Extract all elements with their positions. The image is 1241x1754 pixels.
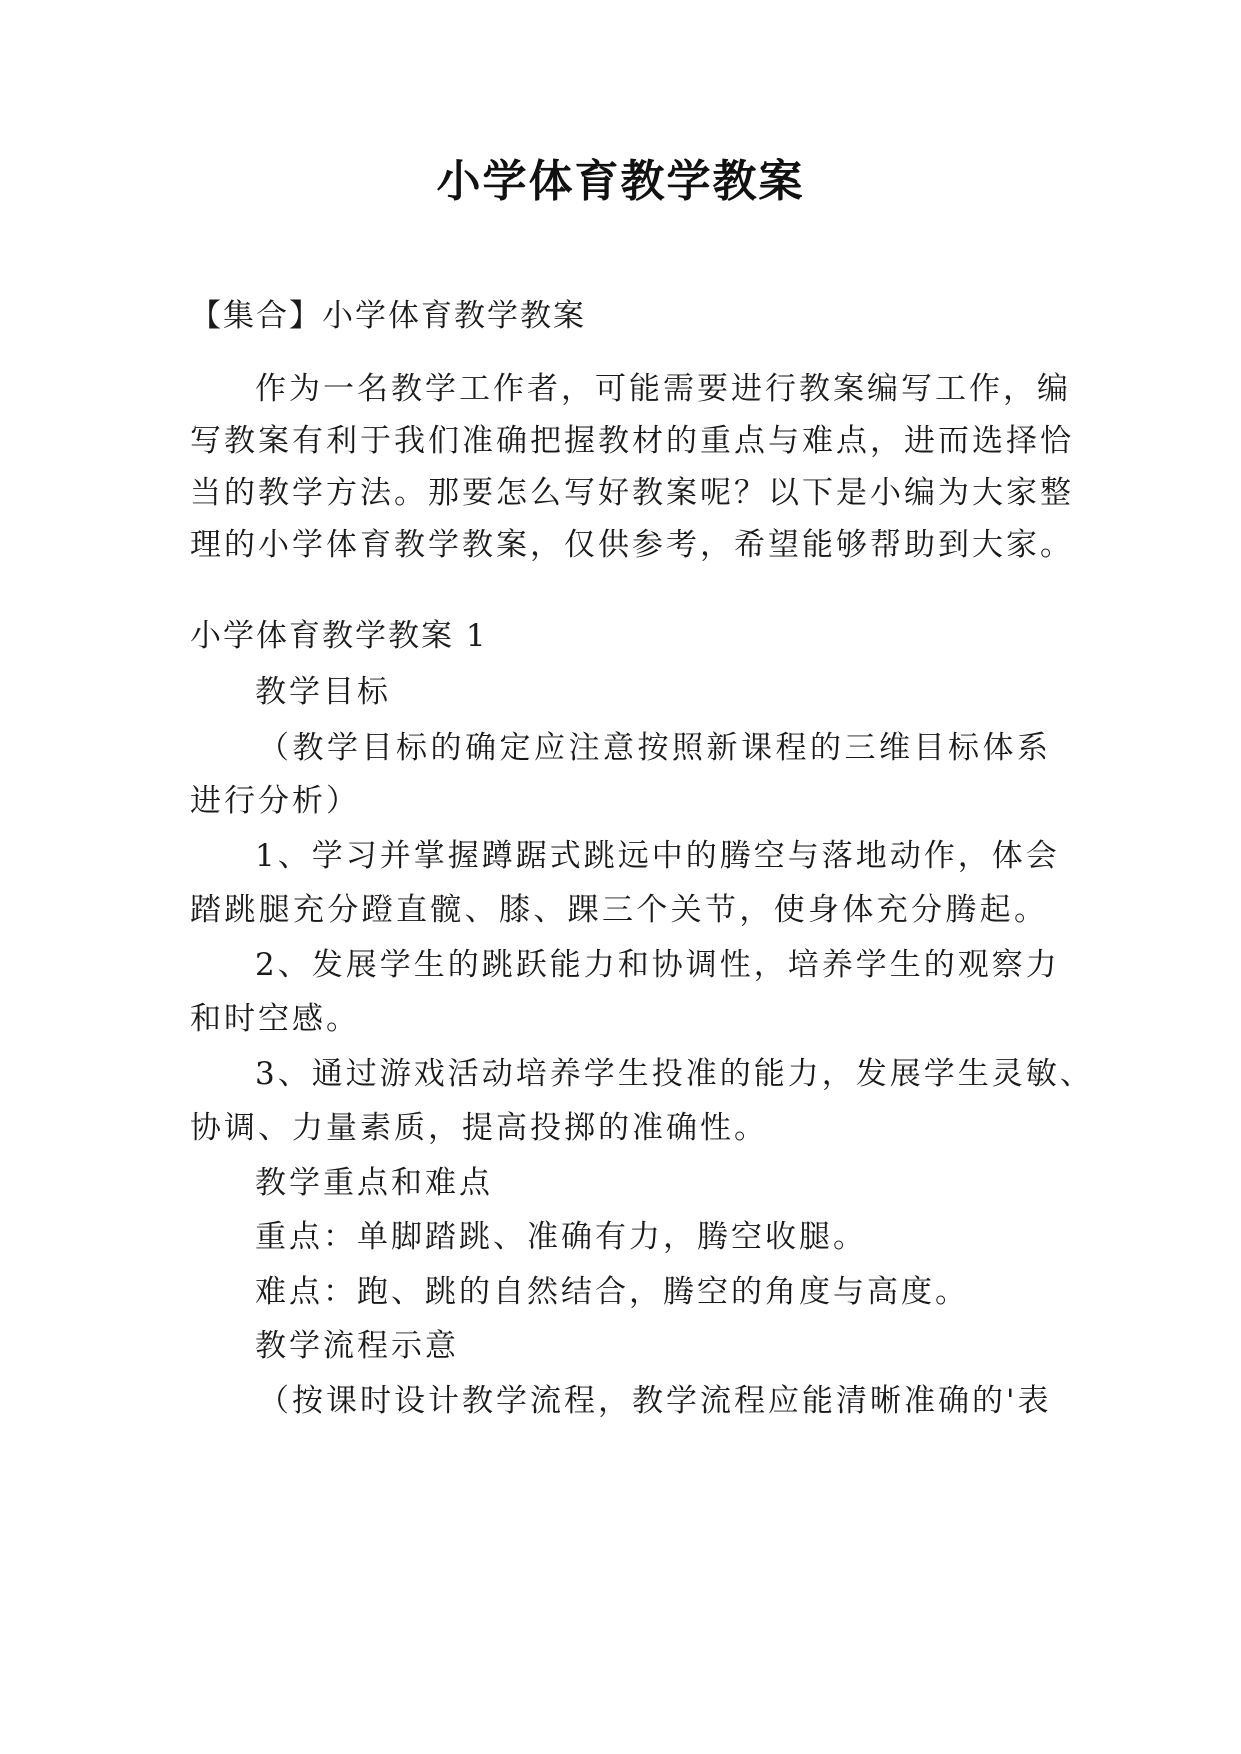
- intro-line-3: 当的教学方法。那要怎么写好教案呢？以下是小编为大家整: [190, 475, 1074, 511]
- intro-line-2: 写教案有利于我们准确把握教材的重点与难点，进而选择恰: [190, 423, 1074, 459]
- flow-note: （按课时设计教学流程，教学流程应能清晰准确的'表: [258, 1383, 1052, 1419]
- objective-1-line-2: 踏跳腿充分蹬直髋、膝、踝三个关节，使身体充分腾起。: [190, 892, 1048, 928]
- objectives-note-line-1: （教学目标的确定应注意按照新课程的三维目标体系: [258, 730, 1051, 766]
- objective-3-line-1: 3、通过游戏活动培养学生投准的能力，发展学生灵敏、: [255, 1056, 1094, 1092]
- key-point: 重点：单脚踏跳、准确有力，腾空收腿。: [255, 1219, 867, 1255]
- objectives-note-line-2: 进行分析）: [190, 783, 360, 819]
- flow-heading: 教学流程示意: [255, 1328, 459, 1364]
- key-points-heading: 教学重点和难点: [255, 1165, 493, 1201]
- objective-2-line-2: 和时空感。: [190, 1001, 360, 1037]
- document-title: 小学体育教学教案: [436, 156, 805, 207]
- objective-1-line-1: 1、学习并掌握蹲踞式跳远中的腾空与落地动作，体会: [255, 838, 1060, 874]
- intro-line-4: 理的小学体育教学教案，仅供参考，希望能够帮助到大家。: [190, 527, 1074, 563]
- objective-3-line-2: 协调、力量素质，提高投掷的准确性。: [190, 1110, 768, 1146]
- intro-line-1: 作为一名教学工作者，可能需要进行教案编写工作，编: [255, 371, 1071, 407]
- objective-2-line-1: 2、发展学生的跳跃能力和协调性，培养学生的观察力: [255, 947, 1060, 983]
- section-heading: 小学体育教学教案 1: [190, 618, 488, 654]
- objectives-heading: 教学目标: [255, 674, 391, 710]
- difficulty-point: 难点：跑、跳的自然结合，腾空的角度与高度。: [255, 1274, 969, 1310]
- document-subtitle: 【集合】小学体育教学教案: [190, 298, 586, 334]
